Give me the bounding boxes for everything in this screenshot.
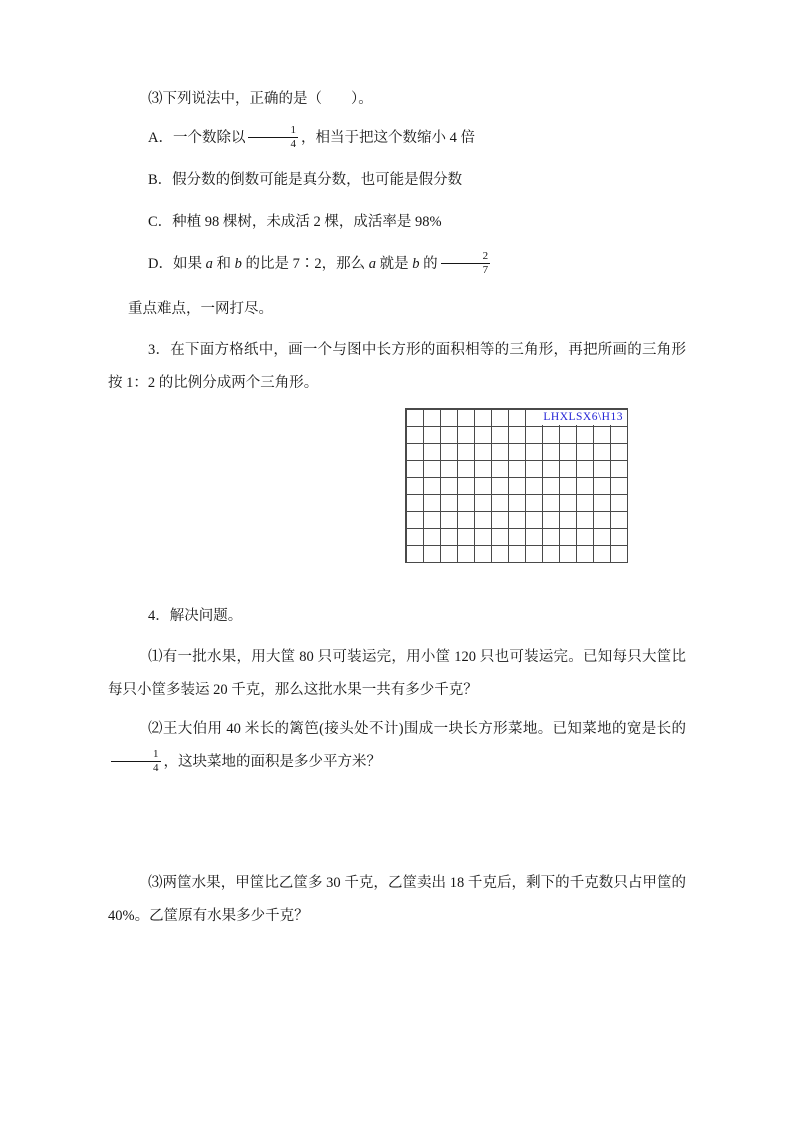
- math-variable: b: [234, 256, 242, 272]
- choice-option-c: C．种植 98 棵树，未成活 2 棵，成活率是 98%: [148, 214, 442, 230]
- fraction: $\frac{1}{4}$: [248, 125, 298, 151]
- choice-question-stem: ⑶下列说法中，正确的是（ ）。: [148, 91, 373, 107]
- math-variable: b: [412, 256, 420, 272]
- problem-2-text: ⑵王大伯用 40 米长的篱笆(接头处不计)围成一块长方形菜地。已知菜地的宽是长的 $\frac{1}{4}$ ，这块菜地的面积是多少平方米？: [108, 713, 686, 779]
- choice-option-b: B．假分数的倒数可能是真分数，也可能是假分数: [148, 172, 463, 188]
- math-variable: a: [205, 256, 213, 272]
- worksheet-content: [108, 88, 686, 933]
- problem-3-text: ⑶两筐水果，甲筐比乙筐多 30 千克，乙筐卖出 18 千克后，剩下的千克数只占甲筐的 40%。乙筐原有水果多少千克？: [108, 875, 686, 924]
- choice-option-d: D．如果 a 和 b 的比是 7∶2，那么 a 就是 b 的 $\frac{2}{7}$: [148, 249, 489, 277]
- choice-option-a: A．一个数除以 $\frac{1}{4}$ ，相当于把这个数缩小 4 倍: [148, 123, 475, 151]
- problems-title: 4．解决问题。: [148, 608, 243, 624]
- problem-1-text: ⑴有一批水果，用大筐 80 只可装运完，用小筐 120 只也可装运完。已知每只大筐比每只小筐多装运 20 千克，那么这批水果一共有多少千克？: [108, 649, 686, 698]
- grid-paper: [405, 408, 628, 563]
- math-variable: a: [368, 256, 376, 272]
- fraction: $\frac{2}{7}$: [441, 251, 491, 277]
- grid-watermark: LHXLSX6\H13: [543, 411, 623, 423]
- draw-question-text: 3．在下面方格纸中，画一个与图中长方形的面积相等的三角形，再把所画的三角形按 1：2 的比例分成两个三角形。: [108, 342, 686, 391]
- section-divider-text: 重点难点，一网打尽。: [128, 301, 273, 317]
- grid-figure: [405, 408, 686, 563]
- fraction: $\frac{1}{4}$: [111, 749, 161, 775]
